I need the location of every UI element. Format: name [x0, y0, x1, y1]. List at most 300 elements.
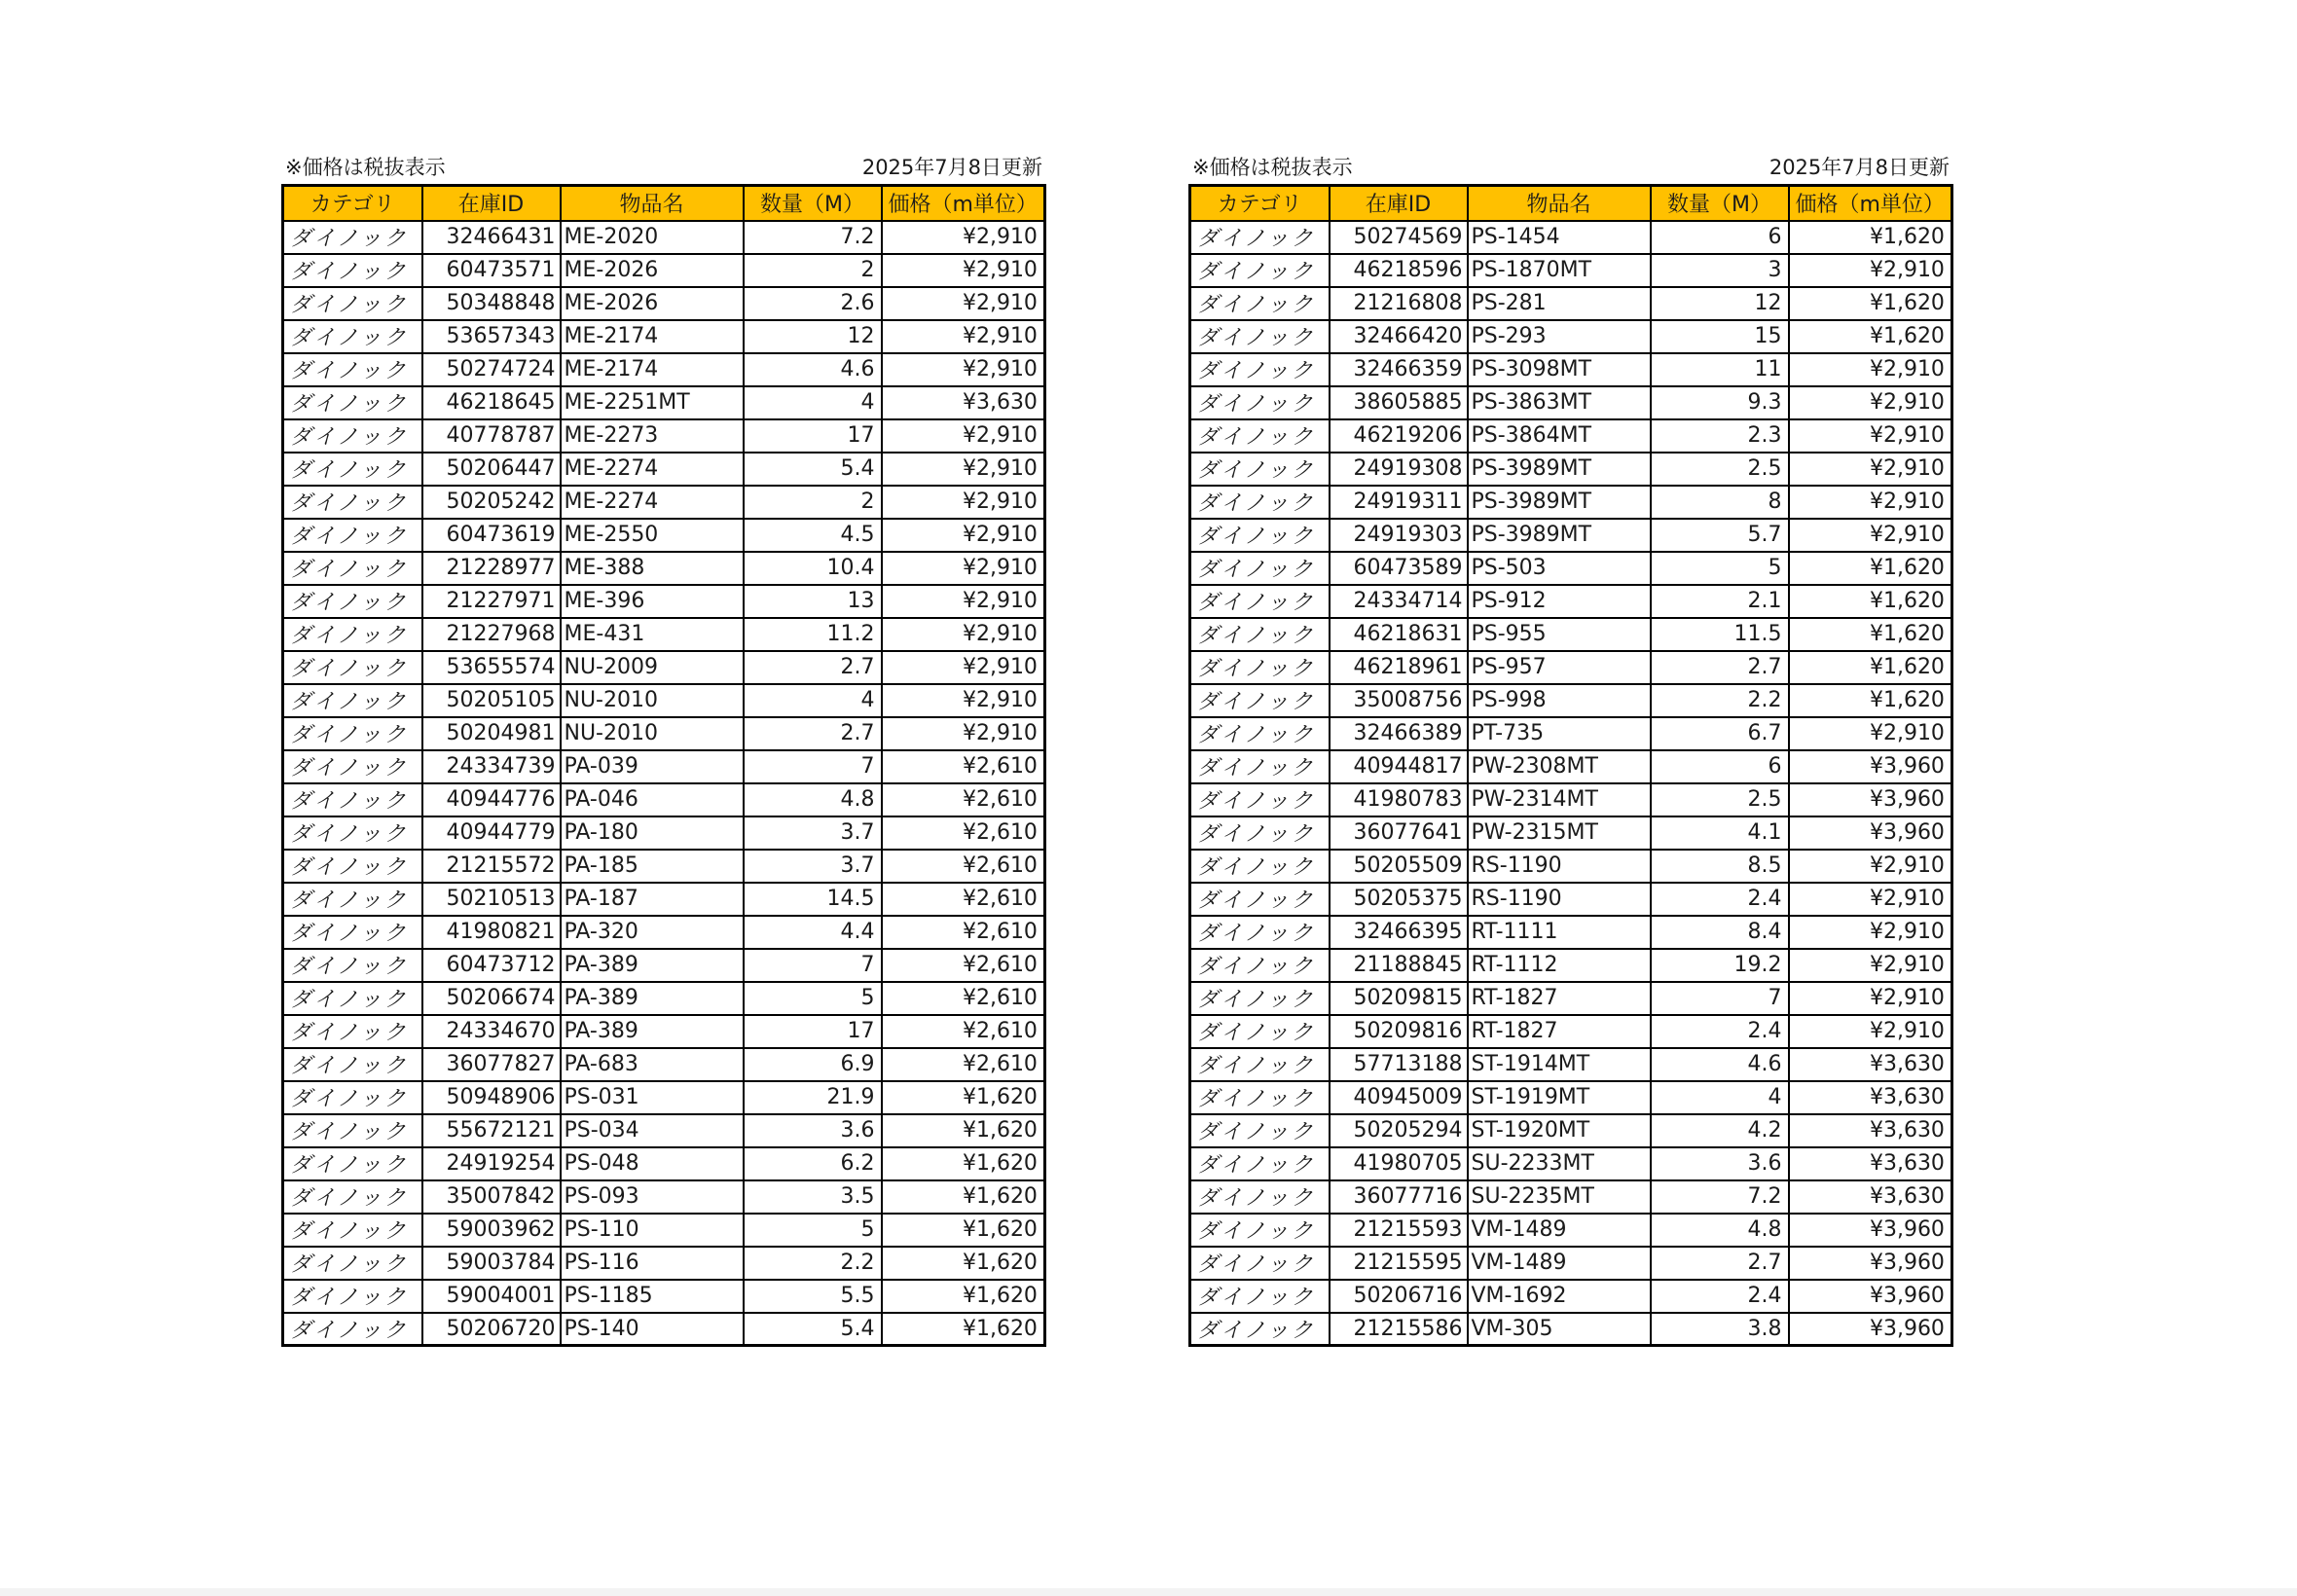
stock-sheet-left [281, 151, 1046, 1347]
cell-price: ¥2,910 [1789, 916, 1952, 949]
cell-price: ¥2,910 [882, 453, 1045, 486]
cell-item-name: NU-2010 [561, 717, 744, 750]
table-row [1190, 1313, 1952, 1346]
cell-price: ¥2,910 [1789, 982, 1952, 1015]
cell-price: ¥2,610 [882, 916, 1045, 949]
cell-quantity: 2 [744, 254, 882, 287]
table-row [1190, 618, 1952, 651]
cell-price: ¥2,910 [882, 717, 1045, 750]
cell-price: ¥2,910 [882, 486, 1045, 519]
cell-item-name: PS-957 [1468, 651, 1651, 684]
cell-category: ダイノック [1190, 585, 1330, 618]
cell-price: ¥1,620 [1789, 320, 1952, 353]
table-row [283, 850, 1045, 883]
cell-category: ダイノック [283, 816, 422, 850]
cell-stock-id: 46218961 [1330, 651, 1468, 684]
cell-stock-id: 50209815 [1330, 982, 1468, 1015]
cell-price: ¥1,620 [1789, 651, 1952, 684]
cell-stock-id: 21215586 [1330, 1313, 1468, 1346]
cell-stock-id: 24919254 [422, 1147, 561, 1180]
cell-stock-id: 32466359 [1330, 353, 1468, 386]
cell-stock-id: 50206720 [422, 1313, 561, 1346]
cell-price: ¥1,620 [1789, 618, 1952, 651]
cell-item-name: RT-1827 [1468, 982, 1651, 1015]
cell-category: ダイノック [1190, 486, 1330, 519]
cell-category: ダイノック [283, 850, 422, 883]
cell-category: ダイノック [1190, 320, 1330, 353]
table-row [1190, 916, 1952, 949]
table-row [283, 883, 1045, 916]
cell-category: ダイノック [1190, 684, 1330, 717]
cell-item-name: PS-093 [561, 1180, 744, 1214]
cell-stock-id: 60473619 [422, 519, 561, 552]
cell-item-name: VM-1489 [1468, 1247, 1651, 1280]
cell-category: ダイノック [283, 750, 422, 783]
cell-quantity: 5.7 [1651, 519, 1789, 552]
cell-category: ダイノック [1190, 1247, 1330, 1280]
cell-item-name: RT-1112 [1468, 949, 1651, 982]
cell-quantity: 2.4 [1651, 1280, 1789, 1313]
cell-stock-id: 35008756 [1330, 684, 1468, 717]
cell-quantity: 2 [744, 486, 882, 519]
cell-item-name: PA-046 [561, 783, 744, 816]
table-row [1190, 816, 1952, 850]
table-row [1190, 949, 1952, 982]
cell-item-name: PA-185 [561, 850, 744, 883]
column-header-quantity: 数量（M） [744, 186, 882, 221]
table-row [1190, 717, 1952, 750]
cell-category: ダイノック [283, 1147, 422, 1180]
cell-quantity: 5 [1651, 552, 1789, 585]
cell-quantity: 5 [744, 982, 882, 1015]
cell-item-name: PW-2314MT [1468, 783, 1651, 816]
cell-stock-id: 55672121 [422, 1114, 561, 1147]
cell-quantity: 4 [744, 684, 882, 717]
table-row [283, 816, 1045, 850]
cell-category: ダイノック [1190, 386, 1330, 419]
cell-quantity: 4.8 [744, 783, 882, 816]
cell-quantity: 2.4 [1651, 883, 1789, 916]
cell-category: ダイノック [283, 552, 422, 585]
table-row [283, 783, 1045, 816]
cell-category: ダイノック [283, 254, 422, 287]
stock-sheet-right [1188, 151, 1953, 1347]
cell-category: ダイノック [1190, 519, 1330, 552]
cell-price: ¥3,960 [1789, 1313, 1952, 1346]
cell-item-name: PS-293 [1468, 320, 1651, 353]
table-row [283, 1214, 1045, 1247]
cell-stock-id: 32466389 [1330, 717, 1468, 750]
cell-stock-id: 36077716 [1330, 1180, 1468, 1214]
cell-category: ダイノック [283, 585, 422, 618]
cell-quantity: 8 [1651, 486, 1789, 519]
table-row [1190, 519, 1952, 552]
cell-category: ダイノック [283, 1015, 422, 1048]
update-date: 2025年7月8日更新 [1768, 156, 1950, 179]
table-row [283, 453, 1045, 486]
cell-quantity: 12 [744, 320, 882, 353]
cell-category: ダイノック [1190, 287, 1330, 320]
cell-quantity: 6 [1651, 221, 1789, 254]
cell-quantity: 2.6 [744, 287, 882, 320]
table-header-row [283, 186, 1045, 221]
table-row [1190, 287, 1952, 320]
cell-stock-id: 36077827 [422, 1048, 561, 1081]
cell-category: ダイノック [1190, 1048, 1330, 1081]
column-header-item-name: 物品名 [1468, 186, 1651, 221]
table-row [283, 1015, 1045, 1048]
cell-price: ¥2,610 [882, 1048, 1045, 1081]
cell-quantity: 10.4 [744, 552, 882, 585]
cell-item-name: ME-2174 [561, 320, 744, 353]
table-row [283, 320, 1045, 353]
table-row [283, 419, 1045, 453]
cell-stock-id: 40778787 [422, 419, 561, 453]
cell-price: ¥2,910 [1789, 486, 1952, 519]
cell-quantity: 4 [1651, 1081, 1789, 1114]
cell-item-name: SU-2233MT [1468, 1147, 1651, 1180]
cell-item-name: VM-1489 [1468, 1214, 1651, 1247]
cell-item-name: PS-3098MT [1468, 353, 1651, 386]
cell-stock-id: 41980783 [1330, 783, 1468, 816]
cell-price: ¥1,620 [882, 1214, 1045, 1247]
cell-category: ダイノック [1190, 883, 1330, 916]
cell-quantity: 4 [744, 386, 882, 419]
cell-category: ダイノック [283, 419, 422, 453]
cell-category: ダイノック [283, 916, 422, 949]
column-header-price: 価格（m単位） [882, 186, 1045, 221]
cell-item-name: SU-2235MT [1468, 1180, 1651, 1214]
cell-item-name: ST-1919MT [1468, 1081, 1651, 1114]
table-row [283, 618, 1045, 651]
cell-quantity: 2.7 [1651, 651, 1789, 684]
cell-quantity: 21.9 [744, 1081, 882, 1114]
cell-stock-id: 40944779 [422, 816, 561, 850]
cell-stock-id: 24334739 [422, 750, 561, 783]
cell-quantity: 2.2 [744, 1247, 882, 1280]
cell-quantity: 5 [744, 1214, 882, 1247]
cell-stock-id: 40944817 [1330, 750, 1468, 783]
table-row [283, 386, 1045, 419]
table-row [283, 254, 1045, 287]
cell-quantity: 9.3 [1651, 386, 1789, 419]
cell-price: ¥3,630 [1789, 1147, 1952, 1180]
cell-stock-id: 50274724 [422, 353, 561, 386]
page-bottom-band [0, 1588, 2297, 1596]
cell-category: ダイノック [1190, 1081, 1330, 1114]
column-header-stock-id: 在庫ID [422, 186, 561, 221]
cell-price: ¥3,630 [1789, 1048, 1952, 1081]
cell-item-name: PS-281 [1468, 287, 1651, 320]
cell-price: ¥2,910 [1789, 519, 1952, 552]
table-row [283, 353, 1045, 386]
cell-category: ダイノック [283, 221, 422, 254]
cell-item-name: VM-1692 [1468, 1280, 1651, 1313]
cell-quantity: 17 [744, 1015, 882, 1048]
cell-quantity: 11.5 [1651, 618, 1789, 651]
cell-price: ¥1,620 [882, 1180, 1045, 1214]
cell-stock-id: 35007842 [422, 1180, 561, 1214]
cell-category: ダイノック [1190, 419, 1330, 453]
table-row [1190, 1147, 1952, 1180]
cell-quantity: 4.1 [1651, 816, 1789, 850]
cell-quantity: 3.6 [1651, 1147, 1789, 1180]
cell-item-name: ME-2273 [561, 419, 744, 453]
tax-note: ※価格は税抜表示 [285, 156, 446, 179]
cell-price: ¥2,910 [1789, 386, 1952, 419]
cell-item-name: NU-2009 [561, 651, 744, 684]
cell-item-name: PS-034 [561, 1114, 744, 1147]
cell-category: ダイノック [1190, 1180, 1330, 1214]
cell-quantity: 7 [1651, 982, 1789, 1015]
cell-quantity: 11.2 [744, 618, 882, 651]
cell-category: ダイノック [283, 783, 422, 816]
table-row [283, 1048, 1045, 1081]
cell-category: ダイノック [283, 1247, 422, 1280]
table-row [1190, 254, 1952, 287]
cell-category: ダイノック [1190, 1015, 1330, 1048]
cell-item-name: PS-1454 [1468, 221, 1651, 254]
cell-quantity: 7.2 [744, 221, 882, 254]
cell-item-name: ST-1914MT [1468, 1048, 1651, 1081]
cell-stock-id: 24334670 [422, 1015, 561, 1048]
stock-table [1188, 184, 1953, 1347]
cell-price: ¥2,910 [882, 287, 1045, 320]
cell-stock-id: 50206716 [1330, 1280, 1468, 1313]
cell-quantity: 5.4 [744, 453, 882, 486]
cell-price: ¥2,910 [1789, 419, 1952, 453]
cell-quantity: 3.7 [744, 816, 882, 850]
cell-price: ¥3,960 [1789, 816, 1952, 850]
cell-price: ¥3,630 [882, 386, 1045, 419]
column-header-stock-id: 在庫ID [1330, 186, 1468, 221]
cell-quantity: 12 [1651, 287, 1789, 320]
cell-price: ¥2,910 [882, 585, 1045, 618]
cell-price: ¥1,620 [1789, 287, 1952, 320]
cell-price: ¥3,630 [1789, 1180, 1952, 1214]
cell-quantity: 14.5 [744, 883, 882, 916]
cell-price: ¥2,910 [882, 618, 1045, 651]
cell-price: ¥3,630 [1789, 1081, 1952, 1114]
cell-stock-id: 21216808 [1330, 287, 1468, 320]
cell-item-name: NU-2010 [561, 684, 744, 717]
cell-price: ¥2,910 [1789, 850, 1952, 883]
cell-stock-id: 50205375 [1330, 883, 1468, 916]
cell-quantity: 2.1 [1651, 585, 1789, 618]
table-row [283, 519, 1045, 552]
cell-stock-id: 24919303 [1330, 519, 1468, 552]
cell-item-name: RT-1111 [1468, 916, 1651, 949]
sheet-meta [281, 151, 1042, 184]
cell-price: ¥2,910 [1789, 949, 1952, 982]
cell-price: ¥2,910 [882, 684, 1045, 717]
cell-price: ¥2,910 [882, 221, 1045, 254]
table-row [283, 982, 1045, 1015]
cell-category: ダイノック [1190, 1280, 1330, 1313]
table-row [283, 916, 1045, 949]
cell-price: ¥1,620 [882, 1280, 1045, 1313]
cell-category: ダイノック [1190, 816, 1330, 850]
table-row [1190, 419, 1952, 453]
cell-quantity: 19.2 [1651, 949, 1789, 982]
cell-stock-id: 50205509 [1330, 850, 1468, 883]
cell-quantity: 17 [744, 419, 882, 453]
cell-category: ダイノック [283, 320, 422, 353]
cell-category: ダイノック [1190, 453, 1330, 486]
cell-quantity: 7 [744, 949, 882, 982]
cell-price: ¥2,910 [882, 651, 1045, 684]
cell-stock-id: 59004001 [422, 1280, 561, 1313]
cell-stock-id: 53657343 [422, 320, 561, 353]
cell-stock-id: 53655574 [422, 651, 561, 684]
cell-item-name: ST-1920MT [1468, 1114, 1651, 1147]
table-row [283, 221, 1045, 254]
table-row [1190, 750, 1952, 783]
cell-quantity: 2.5 [1651, 783, 1789, 816]
cell-item-name: PS-048 [561, 1147, 744, 1180]
cell-quantity: 15 [1651, 320, 1789, 353]
cell-quantity: 3.6 [744, 1114, 882, 1147]
cell-quantity: 2.5 [1651, 453, 1789, 486]
cell-quantity: 6 [1651, 750, 1789, 783]
table-row [1190, 1214, 1952, 1247]
cell-stock-id: 50274569 [1330, 221, 1468, 254]
table-row [283, 1247, 1045, 1280]
cell-stock-id: 46218631 [1330, 618, 1468, 651]
stock-table [281, 184, 1046, 1347]
cell-category: ダイノック [1190, 1214, 1330, 1247]
cell-stock-id: 21227968 [422, 618, 561, 651]
cell-price: ¥2,910 [1789, 254, 1952, 287]
cell-item-name: RS-1190 [1468, 883, 1651, 916]
cell-stock-id: 50209816 [1330, 1015, 1468, 1048]
cell-item-name: RT-1827 [1468, 1015, 1651, 1048]
cell-stock-id: 50348848 [422, 287, 561, 320]
table-row [283, 717, 1045, 750]
cell-item-name: ME-388 [561, 552, 744, 585]
cell-category: ダイノック [283, 883, 422, 916]
cell-item-name: PS-116 [561, 1247, 744, 1280]
table-row [283, 287, 1045, 320]
cell-quantity: 8.5 [1651, 850, 1789, 883]
table-row [1190, 1015, 1952, 1048]
cell-item-name: ME-2274 [561, 453, 744, 486]
cell-price: ¥2,610 [882, 982, 1045, 1015]
cell-price: ¥1,620 [882, 1147, 1045, 1180]
table-row [283, 684, 1045, 717]
cell-category: ダイノック [283, 1081, 422, 1114]
cell-item-name: PS-031 [561, 1081, 744, 1114]
cell-quantity: 5.4 [744, 1313, 882, 1346]
cell-item-name: PS-140 [561, 1313, 744, 1346]
table-row [283, 486, 1045, 519]
cell-category: ダイノック [283, 386, 422, 419]
cell-price: ¥3,960 [1789, 1247, 1952, 1280]
cell-item-name: ME-2274 [561, 486, 744, 519]
table-row [283, 585, 1045, 618]
cell-stock-id: 60473712 [422, 949, 561, 982]
cell-quantity: 4.6 [744, 353, 882, 386]
cell-price: ¥1,620 [1789, 221, 1952, 254]
column-header-quantity: 数量（M） [1651, 186, 1789, 221]
cell-item-name: PS-1870MT [1468, 254, 1651, 287]
table-row [1190, 221, 1952, 254]
cell-quantity: 6.7 [1651, 717, 1789, 750]
cell-stock-id: 21215595 [1330, 1247, 1468, 1280]
cell-price: ¥1,620 [1789, 552, 1952, 585]
cell-stock-id: 21188845 [1330, 949, 1468, 982]
cell-price: ¥2,910 [882, 353, 1045, 386]
cell-quantity: 6.2 [744, 1147, 882, 1180]
cell-item-name: PS-912 [1468, 585, 1651, 618]
cell-category: ダイノック [1190, 717, 1330, 750]
cell-quantity: 4.6 [1651, 1048, 1789, 1081]
table-row [1190, 1180, 1952, 1214]
table-row [1190, 486, 1952, 519]
cell-stock-id: 57713188 [1330, 1048, 1468, 1081]
table-row [283, 552, 1045, 585]
table-row [283, 1147, 1045, 1180]
cell-price: ¥3,960 [1789, 750, 1952, 783]
cell-category: ダイノック [283, 519, 422, 552]
cell-quantity: 3.7 [744, 850, 882, 883]
cell-stock-id: 24334714 [1330, 585, 1468, 618]
cell-price: ¥2,910 [882, 552, 1045, 585]
cell-quantity: 8.4 [1651, 916, 1789, 949]
cell-item-name: PS-503 [1468, 552, 1651, 585]
column-header-price: 価格（m単位） [1789, 186, 1952, 221]
cell-stock-id: 40945009 [1330, 1081, 1468, 1114]
cell-category: ダイノック [1190, 1114, 1330, 1147]
cell-category: ダイノック [1190, 221, 1330, 254]
cell-stock-id: 21228977 [422, 552, 561, 585]
cell-item-name: PS-998 [1468, 684, 1651, 717]
cell-price: ¥2,610 [882, 850, 1045, 883]
table-row [1190, 1081, 1952, 1114]
table-row [283, 1081, 1045, 1114]
table-row [1190, 1280, 1952, 1313]
table-row [1190, 320, 1952, 353]
cell-price: ¥1,620 [882, 1114, 1045, 1147]
update-date: 2025年7月8日更新 [861, 156, 1042, 179]
tax-note: ※価格は税抜表示 [1192, 156, 1353, 179]
table-row [1190, 850, 1952, 883]
cell-stock-id: 32466431 [422, 221, 561, 254]
table-header-row [1190, 186, 1952, 221]
table-row [283, 750, 1045, 783]
cell-item-name: ME-2251MT [561, 386, 744, 419]
cell-stock-id: 41980821 [422, 916, 561, 949]
table-row [1190, 883, 1952, 916]
cell-quantity: 2.3 [1651, 419, 1789, 453]
cell-stock-id: 60473589 [1330, 552, 1468, 585]
cell-category: ダイノック [1190, 916, 1330, 949]
cell-category: ダイノック [1190, 552, 1330, 585]
table-row [1190, 552, 1952, 585]
cell-stock-id: 46218596 [1330, 254, 1468, 287]
cell-price: ¥3,960 [1789, 1280, 1952, 1313]
cell-price: ¥1,620 [1789, 585, 1952, 618]
cell-price: ¥1,620 [1789, 684, 1952, 717]
table-row [283, 651, 1045, 684]
table-row [1190, 1048, 1952, 1081]
cell-price: ¥2,910 [1789, 353, 1952, 386]
cell-item-name: PS-955 [1468, 618, 1651, 651]
table-row [1190, 783, 1952, 816]
cell-price: ¥1,620 [882, 1313, 1045, 1346]
cell-price: ¥2,910 [1789, 1015, 1952, 1048]
cell-item-name: PS-3863MT [1468, 386, 1651, 419]
